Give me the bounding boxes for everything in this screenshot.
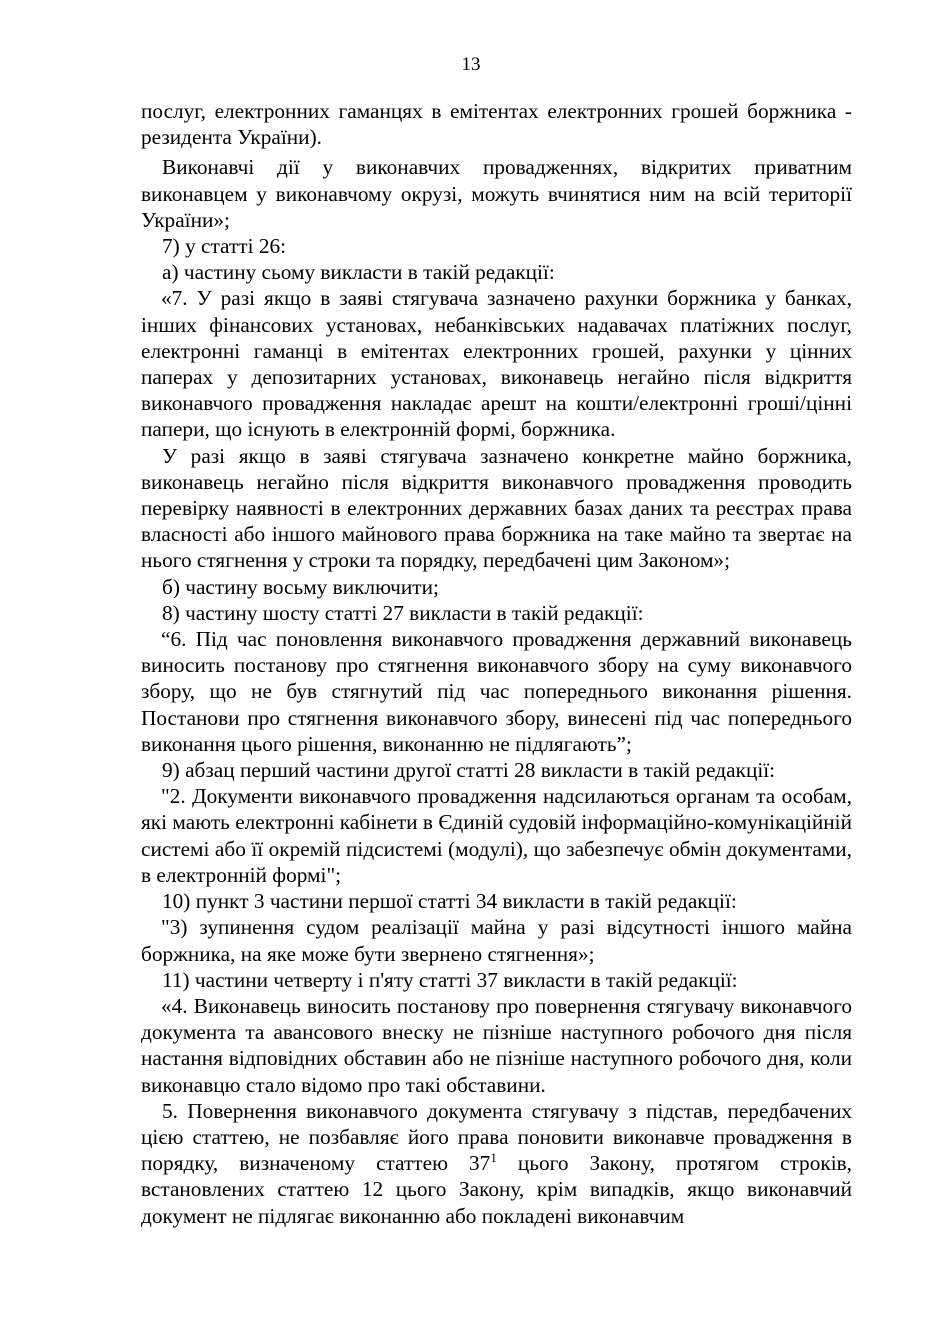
paragraph-quote-part-4: «4. Виконавець виносить постанову про повернення стягувачу виконавчого документа та авансового внеску не пізніше наступного робочого дня після настання відповідних обставин або не пізніше наступного робочого дня, коли виконавцю стало відомо про такі обставини. — [141, 993, 852, 1097]
paragraph-item-10: 10) пункт 3 частини першої статті 34 викласти в такій редакції: — [162, 889, 737, 914]
paragraph-item-9: 9) абзац перший частини другої статті 28 викласти в такій редакції: — [162, 758, 776, 783]
paragraph-specific-property: У разі якщо в заяві стягувача зазначено конкретне майно боржника, виконавець негайно після відкриття виконавчого провадження проводить перевірку наявності в електронних державних базах даних та реєстрах права власності або іншого майнового права боржника на таке майно та звертає на нього стягнення у строки та порядку, передбачені цим Законом»; — [141, 443, 852, 573]
paragraph-item-7a: а) частину сьому викласти в такій редакції: — [162, 260, 555, 285]
paragraph-executive-actions: Виконавчі дії у виконавчих провадженнях, відкритих приватним виконавцем у виконавчому окрузі, можуть вчинятися ним на всій території України»; — [141, 155, 852, 232]
paragraph-quote-part-6: “6. Під час поновлення виконавчого провадження державний виконавець виносить постанову про стягнення виконавчого збору на суму виконавчого збору, що не був стягнутий під час попереднього виконання рішення. Постанови про стягнення виконавчого збору, винесені під час попереднього виконання цього рішення, виконанню не підлягають”; — [141, 627, 852, 756]
part-5-text-end: цього Закону, протягом строків, встановлених статтею 12 цього Закону, крім випадків, якщо виконавчий документ не підлягає виконанню або покладені виконавчим — [141, 1151, 852, 1228]
paragraph-item-11: 11) частини четверту і п'яту статті 37 викласти в такій редакції: — [162, 967, 738, 992]
article-superscript: 1 — [490, 1150, 497, 1166]
paragraph-part-5 — [141, 1098, 852, 1229]
paragraph-quote-part-7: «7. У разі якщо в заяві стягувача зазначено рахунки боржника у банках, інших фінансових установах, небанківських надавачах платіжних послуг, електронні гаманці в емітентах електронних грошей, рахунки у цінних паперах у депозитарних установах, виконавець негайно після відкриття виконавчого провадження накладає арешт на кошти/електронні гроші/цінні папери, що існують в електронній формі, боржника. — [141, 286, 852, 442]
document-body — [141, 98, 852, 1229]
paragraph-quote-point-3: "3) зупинення судом реалізації майна у разі відсутності іншого майна боржника, на яке може бути звернено стягнення»; — [141, 915, 852, 966]
paragraph-item-8: 8) частину шосту статті 27 викласти в такій редакції: — [162, 600, 644, 625]
paragraph-item-7b: б) частину восьму виключити; — [162, 574, 439, 599]
part-5-text-start: 5. Повернення виконавчого документа стягувачу з підстав, передбачених цією статтею, не позбавляє його права поновити виконавче провадження в порядку, визначеному статтею 37 — [141, 1098, 852, 1176]
page-number: 13 — [461, 54, 481, 75]
paragraph-item-7: 7) у статті 26: — [162, 234, 287, 259]
paragraph-continuation: послуг, електронних гаманцях в емітентах електронних грошей боржника - резидента України). — [141, 99, 852, 150]
paragraph-quote-part-2: "2. Документи виконавчого провадження надсилаються органам та особам, які мають електронні кабінети в Єдиній судовій інформаційно-комунікаційній системі або її окремій підсистемі (модулі), що забезпечує обмін документами, в електронній формі"; — [141, 784, 852, 887]
